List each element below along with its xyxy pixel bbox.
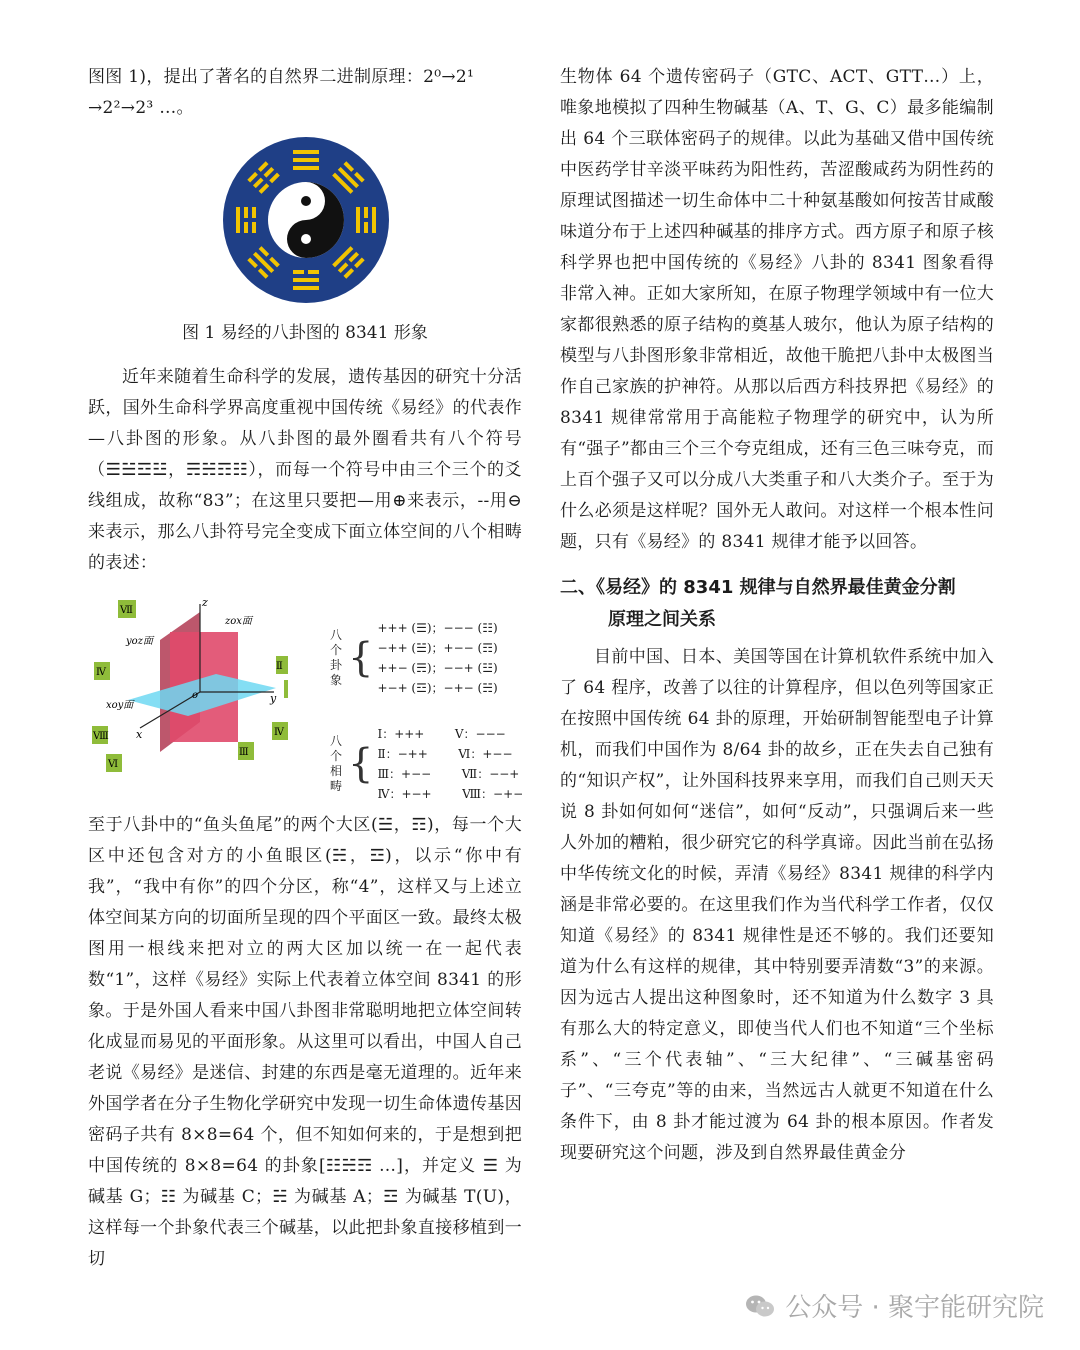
left-paragraph-2 xyxy=(88,810,522,1275)
gua-row: +++ (☰)；−−− (☷) xyxy=(377,621,498,635)
z-label: z xyxy=(202,596,208,609)
section-heading-line-1: 二、《易经》的 8341 规律与自然界最佳黄金分割 xyxy=(560,577,956,598)
3d-space-figure xyxy=(88,592,288,778)
gua-table xyxy=(330,618,530,698)
yang-line xyxy=(356,207,360,233)
gua-row: +−+ (☲)；−+− (☵) xyxy=(377,681,498,695)
octant-label-vi: Ⅵ xyxy=(108,759,119,770)
yang-line xyxy=(372,207,376,233)
octant-badge xyxy=(284,680,288,698)
x-label: x xyxy=(136,728,143,741)
yin-line xyxy=(252,222,256,233)
yin-line xyxy=(364,207,368,218)
origin-label: o xyxy=(192,690,199,701)
xiangchou-row: Ⅲ：+−− Ⅶ：−−+ xyxy=(377,767,520,781)
brace: { xyxy=(348,741,374,787)
xiangchou-row: Ⅰ：+++ Ⅴ：−−− xyxy=(377,727,506,741)
taiji-eye-light xyxy=(301,234,311,244)
yang-line xyxy=(293,158,319,162)
yin-line xyxy=(244,222,248,233)
yang-line xyxy=(293,286,319,290)
intro-line-1: 图图 1)，提出了著名的自然界二进制原理：2⁰→2¹ xyxy=(88,67,475,87)
yang-line xyxy=(293,166,319,170)
gua-row: −++ (☱)；+−− (☶) xyxy=(377,641,498,655)
right-paragraph-2: 目前中国、日本、美国等国在计算机软件系统中加入了 64 程序，改善了以往的计算程序，但以色列等国家正在按照中国传统 64 卦的原理，开始研制智能型电子计算机，而我们中国作为 8/64 卦的故乡，正在失去自己独有的“知识产权”，让外国科技界来享用，而我们自己则天天说 8 卦如何如何“迷信”，如何“反动”，只强调后来一些人外加的糟粕，很少研究它的科学真谛。因此当前在弘扬中华传统文化的时候，弄清《易经》8341 规律的科学内涵是非常必要的。在这里我们作为当代科学工作者，仅仅知道《易经》的 8341 规律性是还不够的。我们还要知道为什么有这样的规律，其中特别要弄清数“3”的来源。因为远古人提出这种图象时，还不知道为什么数字 3 具有那么大的特定意义，即使当代人们也不知道“三个坐标系”、“三个代表轴”、“三大纪律”、“三碱基密码子”、“三夸克”等的由来，当然远古人就更不知道在什么条件下，由 8 卦才能过渡为 64 卦的根本原因。作者发现要研究这个问题，涉及到自然界最佳黄金分 xyxy=(560,647,994,1163)
yoz-label: yoz面 xyxy=(126,636,153,647)
xiangchou-row: Ⅱ：−++ Ⅵ：+−− xyxy=(377,747,513,761)
octant-label-viii: Ⅷ xyxy=(93,731,109,742)
trigram xyxy=(293,150,319,170)
xiangchou-rows xyxy=(377,724,523,804)
section-heading xyxy=(560,572,994,636)
octant-label-iv-left: Ⅳ xyxy=(96,667,106,678)
yang-line xyxy=(293,278,319,282)
yang-line xyxy=(236,207,240,233)
left-paragraph-1 xyxy=(88,362,522,579)
brace: { xyxy=(348,635,374,681)
gua-tables xyxy=(330,618,530,804)
intro-line-2: →2²→2³ …。 xyxy=(88,98,194,118)
yin-line xyxy=(252,207,256,218)
watermark xyxy=(745,1287,1044,1324)
yin-line xyxy=(293,270,304,274)
gua-row: ++− (☴)；−−+ (☳) xyxy=(377,661,498,675)
yin-line xyxy=(364,222,368,233)
paragraph-text: 至于八卦中的“鱼头鱼尾”的两个大区(☱，☶)，每一个大区中还包含对方的小鱼眼区(☵，☲)，以示“你中有我”，“我中有你”的四个分区，称“4”，这样又与上述立体空间某方向的切面所呈现的四个平面区一致。最终太极图用一根线来把对立的两大区加以统一在一起代表数“1”，这样《易经》实际上代表着立体空间 8341 的形象。于是外国人看来中国八卦图非常聪明地把立体空间转化成显而易见的平面形象。从这里可以看出，中国人自己老说《易经》是迷信、封建的东西是毫无道理的。近年来外国学者在分子生物化学研究中发现一切生命体遗传基因密码子共有 8×8=64 个，但不知如何来的，于是想到把中国传统的 8×8=64 的卦象[☷☵☶ …]，并定义 ☰ 为碱基 G；☷ 为碱基 C；☵ 为碱基 A；☲ 为碱基 T(U)，这样每一个卦象代表三个碱基，以此把卦象直接移植到一切 xyxy=(88,815,522,1269)
octant-label-iv-right: Ⅳ xyxy=(274,727,284,738)
left-column-intro xyxy=(88,62,522,124)
octant-label-vii: Ⅶ xyxy=(120,605,133,616)
yin-line xyxy=(244,207,248,218)
yang-line xyxy=(293,150,319,154)
watermark-text: 公众号 · 聚宇能研究院 xyxy=(785,1293,1044,1323)
yin-line xyxy=(308,270,319,274)
paragraph-text: 近年来随着生命科学的发展，遗传基因的研究十分活跃，国外生命科学界高度重视中国传统《易经》的代表作—八卦图的形象。从八卦图的最外圈看共有八个符号（☰☱☲☳，☴☵☶☷），而每一个符号中由三个三个的爻线组成，故称“83”；在这里只要把—用⊕来表示，--用⊖来表示，那么八卦符号完全变成下面立体空间的八个相畴的表述： xyxy=(88,367,522,573)
right-paragraph-1: 生物体 64 个遗传密码子（GTC、ACT、GTT…）上，唯象地模拟了四种生物碱基（A、T、G、C）最多能编制出 64 个三联体密码子的规律。以此为基础又借中国传统中医药学甘辛淡平味药为阳性药，苦涩酸咸药为阴性药的原理试图描述一切生命体中二十种氨基酸如何按苦甘咸酸味道分布于上述四种碱基的排序方式。西方原子和原子核科学界也把中国传统的《易经》八卦的 8341 图象看得非常入神。正如大家所知，在原子物理学领域中有一位大家都很熟悉的原子结构的奠基人玻尔，他认为原子结构的模型与八卦图形象非常相近，故他干脆把八卦中太极图当作自己家族的护神符。从那以后西方科技界把《易经》的 8341 规律常常用于高能粒子物理学的研究中，认为所有“强子”都由三个三个夸克组成，还有三色三味夸克，而上百个强子又可以分成八大类重子和八大类介子。至于为什么必须是这样呢？国外无人敢问。对这样一个根本性问题，只有《易经》的 8341 规律才能予以回答。 xyxy=(560,67,994,552)
right-column xyxy=(560,62,994,1169)
section-heading-line-2: 原理之间关系 xyxy=(608,609,716,630)
bagua-figure xyxy=(222,136,390,304)
xiangchou-row: Ⅳ：+−+ Ⅷ：−+− xyxy=(377,787,524,801)
xiangchou-table-heading: 八个相畴 xyxy=(330,734,343,793)
figure-1-caption: 图 1 易经的八卦图的 8341 形象 xyxy=(182,323,428,343)
taiji-eye-dark xyxy=(301,196,311,206)
gua-table-heading: 八个卦象 xyxy=(330,628,343,687)
wechat-icon xyxy=(745,1293,775,1319)
xiangchou-table xyxy=(330,724,530,804)
y-label: y xyxy=(270,692,277,705)
octant-label-iii: Ⅲ xyxy=(239,747,249,758)
xoy-label: xoy面 xyxy=(106,700,134,711)
octant-label-ii: Ⅱ xyxy=(276,661,283,672)
gua-rows xyxy=(377,618,497,698)
xoy-plane xyxy=(128,674,276,716)
zox-label: zox面 xyxy=(225,616,252,627)
